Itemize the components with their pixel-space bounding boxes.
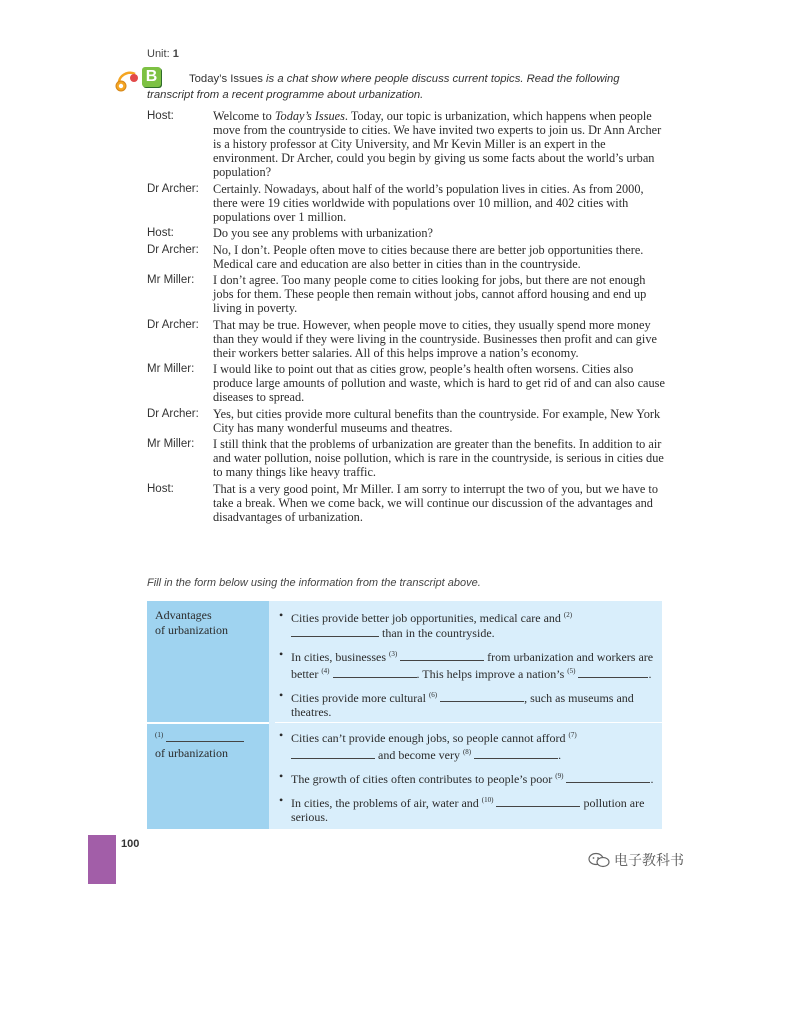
section-badge: B	[142, 67, 161, 87]
blank-4[interactable]	[333, 666, 417, 678]
exercise-instruction: Fill in the form below using the information from the transcript above.	[147, 577, 481, 589]
list-item: • In cities, businesses $^{(3)}$ from urbanization and workers are better $^{(4)}$ . This helps improve a nation’s $^{(5)}$ .	[279, 647, 659, 681]
speaker-name: Dr Archer:	[147, 243, 199, 256]
dialogue-text: Certainly. Nowadays, about half of the world’s population lives in cities. As from 2000, there were 19 cities worldwide with populations over 10 million, and 402 cities with populations over 1 million.	[213, 181, 644, 224]
transcript-row	[147, 226, 667, 240]
dialogue-text: That is a very good point, Mr Miller. I am sorry to interrupt the two of you, but we have to take a break. When we come back, we will continue our discussion of the advantages and disadvantages of urbanization.	[213, 481, 658, 524]
show-title: Today’s Issues	[274, 109, 345, 123]
advantages-list	[279, 608, 659, 726]
speaker-name: Mr Miller:	[147, 363, 195, 375]
dialogue-text: Yes, but cities provide more cultural benefits than the countryside. For example, New York City has many wonderful museums and theatres.	[213, 406, 661, 435]
disadvantages-label: $^{(1)}$ of urbanization	[155, 728, 244, 761]
list-item: • Cities provide better job opportunities, medical care and $^{(2)}$ than in the countryside.	[279, 608, 659, 640]
transcript-row	[147, 182, 667, 224]
transcript	[147, 109, 667, 526]
blank-3[interactable]	[400, 649, 484, 661]
transcript-row	[147, 437, 667, 479]
transcript-row	[147, 318, 667, 360]
transcript-row	[147, 273, 667, 315]
list-item: • The growth of cities often contributes to people’s poor $^{(9)}$ .	[279, 769, 659, 786]
list-item: • In cities, the problems of air, water and $^{(10)}$ pollution are serious.	[279, 793, 659, 824]
wechat-icon	[588, 852, 610, 868]
advantages-label: Advantages of urbanization	[155, 608, 228, 637]
page-color-bar	[88, 835, 116, 884]
blank-2[interactable]	[291, 625, 379, 637]
blank-5[interactable]	[578, 666, 648, 678]
speaker-name: Host:	[147, 110, 174, 122]
transcript-row	[147, 407, 667, 435]
watermark	[588, 850, 684, 870]
dialogue-text: I still think that the problems of urbanization are greater than the benefits. In addition to air and water pollution, noise pollution, which is rare in the countryside, is serious in cities due to many things like heavy traffic.	[213, 437, 664, 479]
transcript-row	[147, 362, 667, 404]
speaker-name: Mr Miller:	[147, 274, 195, 286]
speaker-name: Dr Archer:	[147, 407, 199, 420]
dialogue-text: That may be true. However, when people move to cities, they usually spend more money than they would if they were living in the countryside. Businesses then profit and can give their workers better salaries. All of this helps improve a nation’s economy.	[213, 317, 657, 360]
speaker-name: Mr Miller:	[147, 438, 195, 450]
speaker-name: Host:	[147, 227, 174, 239]
blank-1[interactable]	[166, 730, 244, 742]
speaker-name: Dr Archer:	[147, 318, 199, 331]
list-item: • Cities can’t provide enough jobs, so people cannot afford $^{(7)}$ and become very $^{(8)}$ .	[279, 728, 659, 762]
speaker-name: Dr Archer:	[147, 182, 199, 195]
disadvantages-list	[279, 728, 659, 831]
dialogue-text: Do you see any problems with urbanization?	[213, 226, 433, 240]
transcript-row	[147, 243, 667, 271]
intro-text: is a chat show where people discuss current topics. Read the following transcript from a recent programme about urbanization.	[147, 73, 620, 101]
intro-show-title: Today’s Issues	[189, 73, 263, 85]
blank-6[interactable]	[440, 690, 524, 702]
transcript-row	[147, 482, 667, 524]
blank-8[interactable]	[474, 747, 558, 759]
dialogue-text: Welcome to Today’s Issues. Today, our topic is urbanization, which happens when people move from the countryside to cities. We have invited two experts to join us. Dr Ann Archer is a history professor at City University, and Mr Kevin Miller is an expert in the environment. Dr Archer, could you begin by giving us some facts about the world’s urban population?	[213, 109, 662, 179]
transcript-row	[147, 109, 667, 179]
blank-10[interactable]	[496, 795, 580, 807]
blank-9[interactable]	[566, 771, 650, 783]
section-intro	[147, 71, 647, 103]
dialogue-text: No, I don’t. People often move to cities because there are better job opportunities there. Medical care and education are also better in cities than in the countryside.	[213, 242, 644, 271]
speaker-name: Host:	[147, 482, 174, 495]
dialogue-text: I would like to point out that as cities grow, people’s health often worsens. Cities also produce large amounts of pollution and waste, which is hard to get rid of and can also cause diseases to spread.	[213, 362, 665, 404]
unit-label: Unit: 1	[147, 48, 179, 60]
dialogue-text: I don’t agree. Too many people come to cities looking for jobs, but there are not enough jobs for them. These people then remain without jobs, cannot afford housing and end up living in poverty.	[213, 273, 647, 315]
form-divider	[147, 722, 269, 724]
watermark-text: 电子教科书	[614, 853, 684, 869]
page-number: 100	[121, 838, 140, 850]
list-item: • Cities provide more cultural $^{(6)}$ , such as museums and theatres.	[279, 688, 659, 719]
fill-in-form	[147, 601, 662, 829]
blank-7[interactable]	[291, 747, 375, 759]
